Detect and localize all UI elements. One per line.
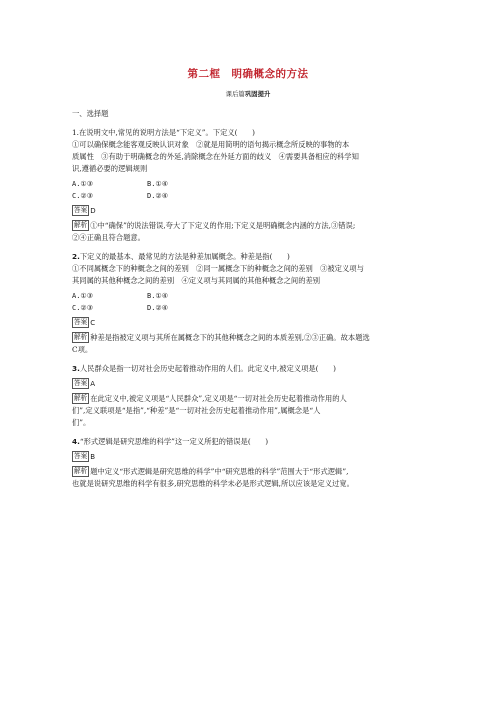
answer-tag: 答案 xyxy=(74,452,88,460)
q2-analysis-line-1 xyxy=(72,332,398,344)
q1-stem: 在说明文中,常见的说明方法是“下定义”。下定义( ) xyxy=(78,128,255,137)
q3-number: 3. xyxy=(72,364,80,373)
section-heading: 一、选择题 xyxy=(72,109,109,118)
q2-options-row-1 xyxy=(72,290,398,302)
q4-analysis-line-2: 也就是说研究思维的科学有很多,研究思维的科学未必是形式逻辑,所以应该是定义过宽。 xyxy=(72,479,354,488)
q3-analysis-text-1: 在此定义中,被定义项是“人民群众”,定义项是“一切对社会历史起着推动作用的人 xyxy=(90,394,347,403)
q2-stem: 下定义的最基本、最常见的方法是种差加属概念。种差是指( ) xyxy=(79,252,290,261)
q3-answer-value: A xyxy=(90,380,95,388)
q1-answer xyxy=(72,205,398,217)
q2-analysis-text-1: 种差是指被定义项与其所在属概念下的其他种概念之间的本质差别,②③正确。故本题选 xyxy=(90,333,370,342)
q4-answer-value: B xyxy=(90,453,95,461)
q1-analysis-line-2: ②④正确且符合题意。 xyxy=(72,233,145,242)
q2-option-b: B.①④ xyxy=(147,292,168,300)
q4-answer xyxy=(72,451,398,463)
q2-answer xyxy=(72,317,398,329)
q2-line-1: ①不同属概念下的种概念之间的差别 ②同一属概念下的种概念之间的差别 ③被定义项与 xyxy=(72,264,364,273)
q1-number: 1. xyxy=(72,128,79,137)
analysis-tag: 解析 xyxy=(74,333,88,341)
q3-analysis-line-1 xyxy=(72,393,398,405)
question-1 xyxy=(72,127,398,244)
q1-analysis-line-1 xyxy=(72,220,398,232)
q4-analysis-line-1 xyxy=(72,466,398,478)
q1-options-row-1 xyxy=(72,178,398,190)
q1-analysis-text-1: ①中“确保”的说法错误,夸大了下定义的作用;下定义是明确概念内涵的方法,③错误; xyxy=(90,221,356,230)
analysis-tag: 解析 xyxy=(74,467,88,475)
q1-option-b: B.①④ xyxy=(147,180,168,188)
q3-analysis-line-2: 们”,定义联项是“是指”,“种差”是“一切对社会历史起着推动作用”,属概念是“人 xyxy=(72,406,321,415)
answer-tag: 答案 xyxy=(74,206,88,214)
q1-options-row-2 xyxy=(72,190,398,202)
q3-stem: 人民群众是指一切对社会历史起着推动作用的人们。此定义中,被定义项是( ) xyxy=(79,364,336,373)
question-4 xyxy=(72,436,398,490)
q2-option-a: A.①③ xyxy=(72,292,93,300)
q1-line-1: ①可以确保概念能客观反映认识对象 ②就是用简明的语句揭示概念所反映的事物的本 xyxy=(72,140,350,149)
page-subtitle xyxy=(0,89,496,98)
page-title: 第二框 明确概念的方法 xyxy=(187,68,309,80)
subtitle-prefix: 课后篇 xyxy=(225,90,245,98)
q3-analysis-line-3: 们”。 xyxy=(72,418,91,427)
q2-answer-value: C xyxy=(90,319,96,327)
q1-option-d: D.②④ xyxy=(147,192,168,200)
q2-analysis-line-2: C项。 xyxy=(72,345,93,354)
q2-options-row-2 xyxy=(72,302,398,314)
question-3 xyxy=(72,363,398,429)
q1-option-c: C.②③ xyxy=(72,192,93,200)
q3-answer xyxy=(72,378,398,390)
analysis-tag: 解析 xyxy=(74,221,88,229)
answer-tag: 答案 xyxy=(74,318,88,326)
q2-line-2: 其同属的其他种概念之间的差别 ④定义项与其同属的其他种概念之间的差别 xyxy=(72,276,321,285)
q2-number: 2. xyxy=(72,252,80,261)
q1-option-a: A.①③ xyxy=(72,180,93,188)
q2-option-d: D.②④ xyxy=(147,304,168,312)
q4-stem: “形式逻辑是研究思维的科学”这一定义所犯的错误是( ) xyxy=(79,437,269,446)
answer-tag: 答案 xyxy=(74,379,88,387)
q1-line-2: 质属性 ③有助于明确概念的外延,消除概念在外延方面的歧义 ④需要具备相应的科学知 xyxy=(72,152,359,161)
q4-number: 4. xyxy=(72,437,80,446)
question-2 xyxy=(72,251,398,356)
q1-answer-value: D xyxy=(90,207,96,215)
q1-line-3: 识,遵循必要的逻辑规则 xyxy=(72,164,148,173)
q4-analysis-text-1: 题中定义“形式逻辑是研究思维的科学”中“研究思维的科学”范围大于“形式逻辑”, xyxy=(90,467,349,476)
content xyxy=(72,108,398,490)
q2-option-c: C.②③ xyxy=(72,304,93,312)
analysis-tag: 解析 xyxy=(74,394,88,402)
subtitle-bold: 巩固提升 xyxy=(244,90,271,98)
